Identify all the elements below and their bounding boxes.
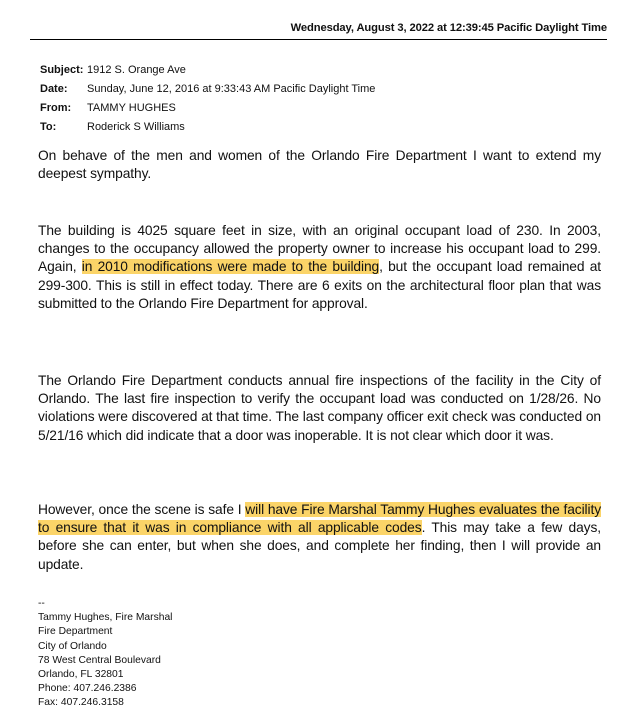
date-value: Sunday, June 12, 2016 at 9:33:43 AM Pacific Daylight Time <box>87 83 376 95</box>
paragraph-update <box>38 501 601 574</box>
paragraph-update-end: . This may take a few days, before she can enter, but when she does, and complete her finding, then I will provide an update. <box>38 520 601 572</box>
signature-department: Fire Department <box>38 626 113 638</box>
paragraph-building-end: , but the occupant load remained at 299-300. This is still in effect today. There are 6 exits on the architectural floor plan that was submitted to the Orlando Fire Department for approval. <box>38 259 601 311</box>
subject-value: 1912 S. Orange Ave <box>87 64 186 76</box>
signature-name: Tammy Hughes, Fire Marshal <box>38 612 173 624</box>
signature-street: 78 West Central Boulevard <box>38 654 161 666</box>
signature-phone: Phone: 407.246.2386 <box>38 683 137 695</box>
header-divider <box>30 39 607 40</box>
to-value: Roderick S Williams <box>87 121 185 133</box>
paragraph-inspections: The Orlando Fire Department conducts annual fire inspections of the facility in the City of Orlando. The last fire inspection to verify the occupant load was conducted on 1/28/26. No violations were discovered at that time. The last company officer exit check was conducted on 5/21/16 which did indicate that a door was inoperable. It is not clear which door it was. <box>38 373 601 443</box>
signature-fax: Fax: 407.246.3158 <box>38 697 124 709</box>
subject-row <box>40 61 375 80</box>
to-row <box>40 118 375 137</box>
from-label: From: <box>40 102 72 114</box>
email-meta <box>40 61 375 137</box>
date-row <box>40 80 375 99</box>
signature-city: City of Orlando <box>38 640 107 652</box>
from-value: TAMMY HUGHES <box>87 102 176 114</box>
paragraph-building-start: The building is 4025 square feet in size, with an original occupant load of 230. In 2003, changes to the occupancy allowed the property owner to increase his occupant load to 299. Again, <box>38 223 601 275</box>
paragraph-sympathy: On behave of the men and women of the Orlando Fire Department I want to extend my deepest sympathy. <box>38 148 601 182</box>
highlight-evaluation: will have Fire Marshal Tammy Hughes evaluates the facility to ensure that it was in compliance with all applicable codes <box>38 502 602 536</box>
signature-city-state: Orlando, FL 32801 <box>38 669 124 681</box>
print-timestamp: Wednesday, August 3, 2022 at 12:39:45 Pacific Daylight Time <box>290 22 607 34</box>
paragraph-update-start: However, once the scene is safe I <box>38 502 246 517</box>
subject-label: Subject: <box>40 64 84 76</box>
highlight-modifications: in 2010 modifications were made to the building <box>81 259 380 275</box>
date-label: Date: <box>40 83 68 95</box>
signature-dash: -- <box>38 598 45 609</box>
from-row <box>40 99 375 118</box>
paragraph-building <box>38 222 601 313</box>
signature-block <box>38 597 172 711</box>
to-label: To: <box>40 121 57 133</box>
